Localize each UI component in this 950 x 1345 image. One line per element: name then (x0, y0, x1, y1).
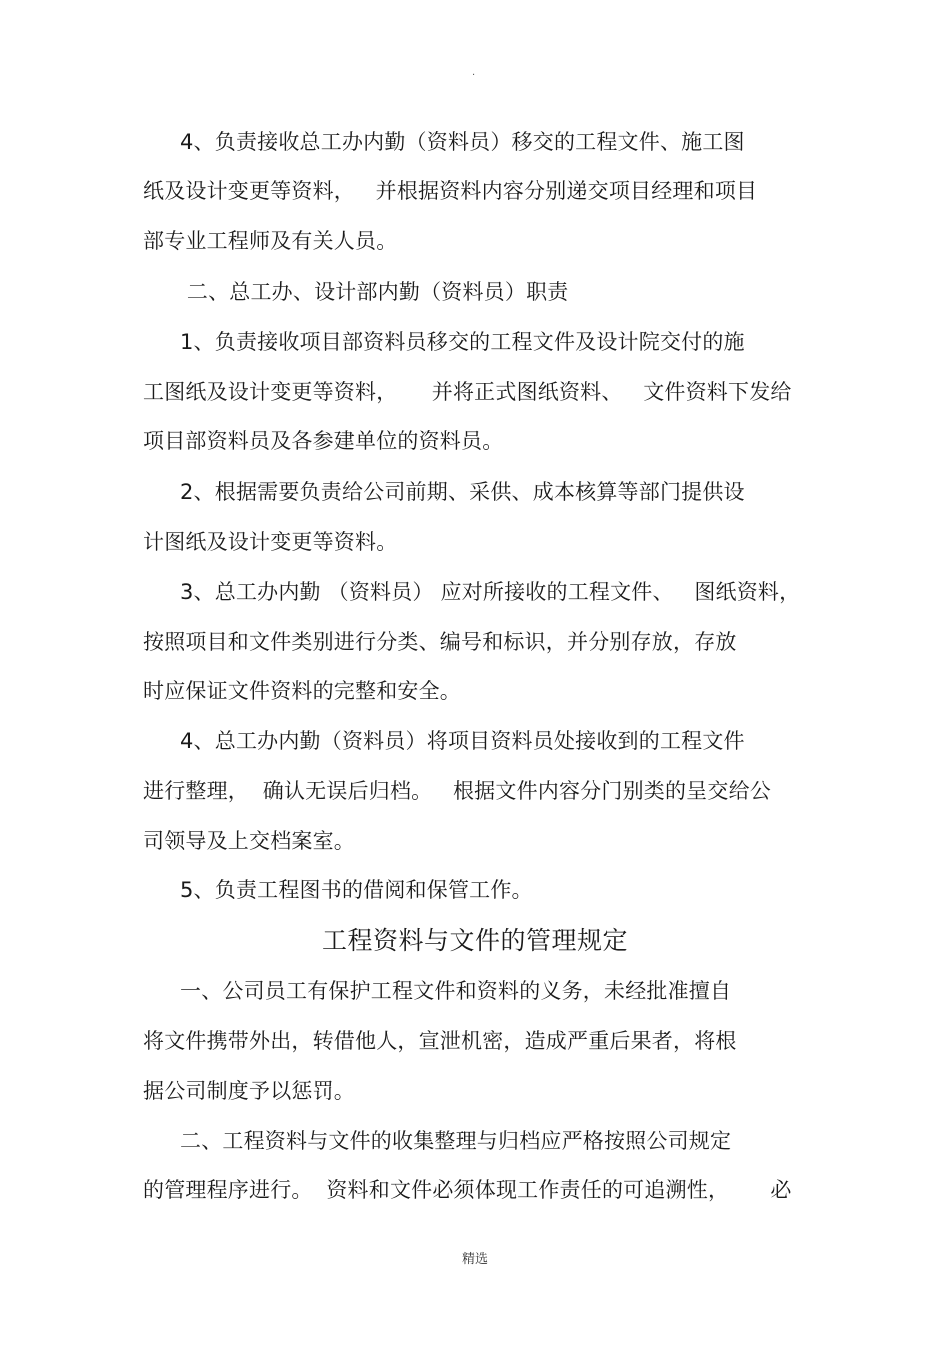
text-line: 3、总工办内勤 （资料员） 应对所接收的工程文件、 图纸资料， (180, 580, 801, 604)
text-line: 4、负责接收总工办内勤（资料员）移交的工程文件、施工图 (180, 130, 745, 154)
text-line: 工图纸及设计变更等资料， 并将正式图纸资料、 文件资料下发给 (143, 380, 792, 404)
text-line: 计图纸及设计变更等资料。 (143, 530, 398, 554)
text-line: 据公司制度予以惩罚。 (143, 1079, 355, 1103)
text-line: 2、根据需要负责给公司前期、采供、成本核算等部门提供设 (180, 480, 745, 504)
header-mark: · (472, 70, 476, 81)
text-line: 纸及设计变更等资料， 并根据资料内容分别递交项目经理和项目 (143, 179, 758, 203)
text-line: 时应保证文件资料的完整和安全。 (143, 679, 461, 703)
text-line: 按照项目和文件类别进行分类、编号和标识，并分别存放，存放 (143, 630, 737, 654)
text-line: 1、负责接收项目部资料员移交的工程文件及设计院交付的施 (180, 330, 745, 354)
text-line: 司领导及上交档案室。 (143, 829, 355, 853)
page-footer: 精选 (461, 1252, 488, 1267)
section-title: 工程资料与文件的管理规定 (321, 926, 628, 955)
text-line: 部专业工程师及有关人员。 (143, 229, 398, 253)
text-line: 项目部资料员及各参建单位的资料员。 (143, 429, 504, 453)
text-line: 将文件携带外出，转借他人，宣泄机密，造成严重后果者，将根 (143, 1029, 737, 1053)
text-line: 一、公司员工有保护工程文件和资料的义务，未经批准擅自 (180, 979, 732, 1003)
text-line: 4、总工办内勤（资料员）将项目资料员处接收到的工程文件 (180, 729, 745, 753)
text-line: 二、工程资料与文件的收集整理与归档应严格按照公司规定 (180, 1129, 732, 1153)
text-line: 进行整理， 确认无误后归档。 根据文件内容分门别类的呈交给公 (143, 779, 771, 803)
section-heading: 二、总工办、设计部内勤（资料员）职责 (180, 280, 569, 304)
text-line: 的管理程序进行。 资料和文件必须体现工作责任的可追溯性， 必 (143, 1178, 792, 1202)
text-line: 5、负责工程图书的借阅和保管工作。 (180, 878, 533, 902)
